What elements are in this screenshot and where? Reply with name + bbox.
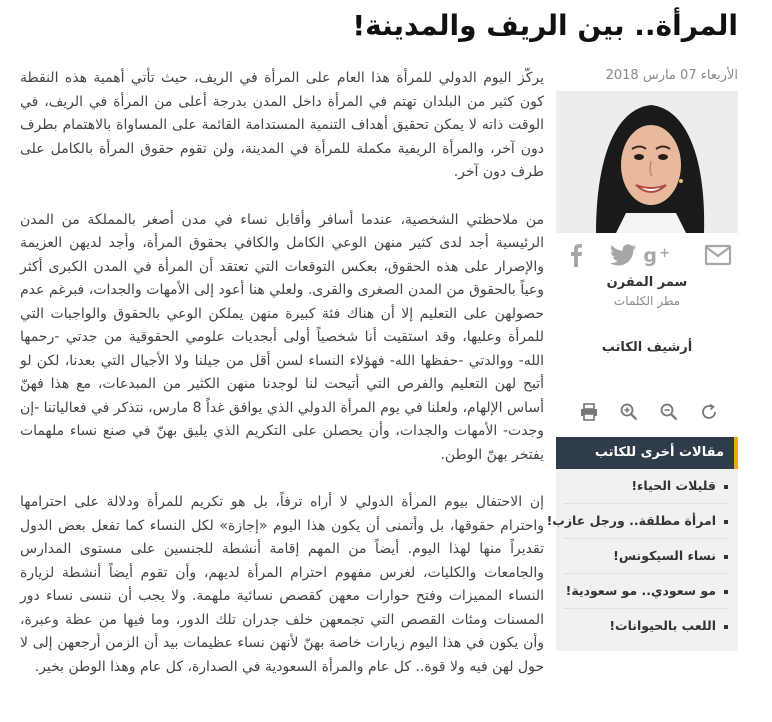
publish-date: الأربعاء 07 مارس 2018: [605, 68, 738, 83]
other-articles-title: مقالات أخرى للكاتب: [556, 437, 738, 469]
author-column-name: مطر الكلمات: [613, 294, 681, 308]
twitter-icon[interactable]: [609, 241, 637, 269]
bullet-icon: [724, 520, 728, 524]
sidebar: [546, 67, 738, 651]
other-article-link[interactable]: [564, 574, 728, 609]
svg-text:+: +: [658, 246, 670, 261]
article-title: المرأة.. بين الريف والمدينة!: [352, 9, 738, 42]
google-plus-icon[interactable]: [643, 241, 685, 269]
other-article-link[interactable]: [564, 539, 728, 574]
other-article-label: اللعب بالحيوانات!: [609, 618, 716, 633]
other-article-link[interactable]: [546, 504, 728, 539]
social-share-bar: [562, 241, 732, 269]
refresh-icon[interactable]: [698, 403, 718, 423]
facebook-icon[interactable]: [562, 241, 590, 269]
article-paragraph: يركّز اليوم الدولي للمرأة هذا العام على المرأة في الريف، حيث تأتي أهمية هذه النقطة كون كثير من البلدان تهتم في المرأة داخل المدن بدرجة أعلى من المرأة في الريف، في الوقت ذاته لا يمكن تحقيق أهداف التنمية المستدامة القائمة على المساواة بالاهتمام بطرف دون آخر، والمرأة الريفية مكملة للمرأة في المدينة، ولن تقوم حقوق المرأة بالكامل على طرف دون آخر.: [20, 70, 544, 180]
other-article-link[interactable]: [564, 609, 728, 643]
text-tools: [578, 403, 718, 423]
bullet-icon: [724, 485, 728, 489]
article-body: [20, 67, 544, 703]
print-icon[interactable]: [578, 403, 598, 423]
author-name[interactable]: سمر المقرن: [606, 275, 688, 290]
email-icon[interactable]: [704, 241, 732, 269]
bullet-icon: [724, 555, 728, 559]
bullet-icon: [724, 625, 728, 629]
article-paragraph: من ملاحظتي الشخصية، عندما أسافر وأقابل نساء في مدن أصغر بالمملكة من المدن الرئيسية أجد لدى كثير منهن الوعي الكامل والكافي بحقوق المرأة، وأجد لديهن العزيمة والإصرار على هذه الحقوق، بعكس التوقعات التي تعتقد أن المرأة في المدن الكبرى أكثر وعياً بالحقوق من المدن الصغرى والقرى. ولعلي هنا أعود إلى الأمهات والجدات، فبرغم عدم حصولهن على التعليم إلا أن هناك فئة كبيرة منهن يملكن الوعي بالحقوق والواجبات التي للمرأة وعليها، وقد استقيت أنا شخصياً أولى أبجديات علومي الحقوقية من جدتي -رحمها الله- ووالدتي -حفظها الله- فهؤلاء النساء لسن أقل من جيلنا ولا الأجيال التي بعدنا، لكن لو أتيح لهن التعليم والفرص التي أتيحت لنا لوجدنا منهن الكثير من المبدعات، مع هذا فهنّ أساس الإلهام، ولعلنا في يوم المرأة الدولي الذي يوافق غداً 8 مارس، نتذكر في فعالياتنا -إن وجدت- الأمهات والجدات، وأن يحصلن على التكريم الذي يليق بهنّ في صنع نساء ملهمات يفتخر بهنّ الوطن.: [19, 211, 544, 463]
other-articles-list: [546, 469, 738, 643]
svg-text:g: g: [643, 245, 657, 267]
author-photo: [556, 91, 738, 233]
zoom-in-icon[interactable]: [618, 403, 638, 423]
other-articles-box: [546, 437, 738, 651]
other-article-label: نساء السيكونس!: [613, 548, 716, 563]
other-article-label: قليلات الحياء!: [631, 478, 716, 493]
other-article-link[interactable]: [564, 469, 728, 504]
zoom-out-icon[interactable]: [658, 403, 678, 423]
other-article-label: امرأة مطلقة.. ورجل عازب!: [546, 513, 716, 528]
author-archive-link[interactable]: أرشيف الكاتب: [601, 340, 693, 355]
article-paragraph: إن الاحتفال بيوم المرأة الدولي لا أراه ترفاً، بل هو تكريم للمرأة ودلالة على احترامها واحترام حقوقها، بل وأتمنى أن يكون هذا اليوم «إجازة» لكل النساء كما تفعل بعض الدول تقديراً منها لهذا اليوم. أيضاً من المهم إقامة أنشطة للجنسين على مستوى المدارس والجامعات والكليات، لغرس مفهوم احترام المرأة لديهم، وأن تقوم أيضاً أنشطة لزيارة النساء المميزات وفتح حوارات معهن كقصص نسائية ملهمة. ولا يجب أن ننسى نساء دور المسنات ومئات القصص التي تجمعهن خلف جدران تلك الدور، وما فيها من عظة وعبرة، وأن يكون في هذا اليوم زيارات خاصة بهنّ لأنهن نساء عظيمات بيد أن الزمن أرجعهن إلى لا حول لهن فيه ولا قوة.. كل عام والمرأة السعودية في الصدارة، كل عام وهذا الوطن بخير.: [20, 494, 544, 675]
other-article-label: مو سعودي.. مو سعودية!: [565, 583, 716, 598]
bullet-icon: [724, 590, 728, 594]
